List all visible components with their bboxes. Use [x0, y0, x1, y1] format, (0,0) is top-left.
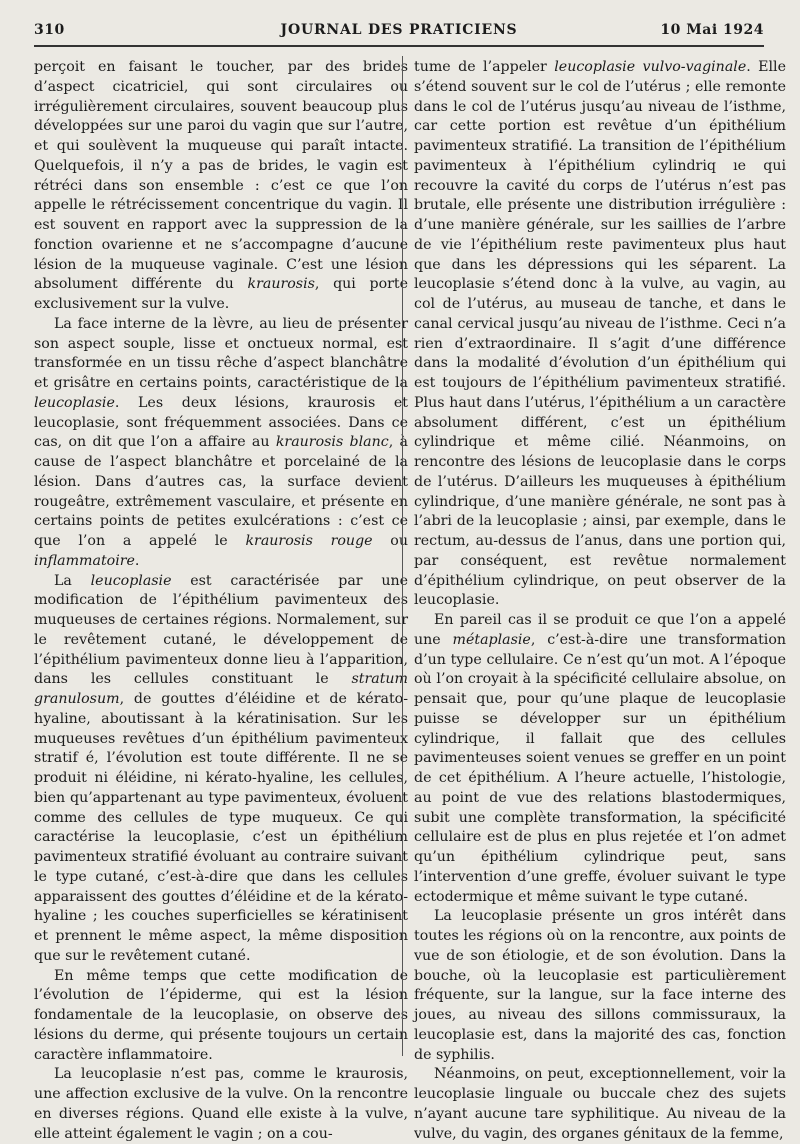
paragraph: Néanmoins, on peut, exceptionnellement, voir la leucoplasie linguale ou buccale chez des sujets n’ayant aucune tare syphilitique. Au niveau de la vulve, du vagin, des organes génitaux de la femme,	[414, 1066, 786, 1142]
column-divider	[402, 56, 403, 1056]
paragraph: perçoit en faisant le toucher, par des brides d’aspect cicatriciel, qui sont circulaires ou irrégulièrement circulaires, souvent beaucoup plus développées sur une paroi du vagin que sur l’autre, et qui soulèvent la muqueuse qui paraît intacte. Quelquefois, il n’y a pas de brides, le vagin est rétréci dans son ensemble : c’est ce que l’on appelle le rétrécissement concentrique du vagin. Il est souvent en rapport avec la suppression de la fonction ovarienne et ne s’accompagne d’aucune lésion de la muqueuse vaginale. C’est une lésion absolument différente du kraurosis, qui porte exclusivement sur la vulve.	[34, 59, 409, 312]
journal-title: JOURNAL DES PRATICIENS	[280, 22, 518, 38]
paragraph: La leucoplasie est caractérisée par une modification de l’épithélium pavimenteux des muqueuses de certaines régions. Normalement, sur le revêtement cutané, le développement de l’épithélium pavimenteux donne lieu à l’apparition, dans les cellules constituant le stratum granulosum, de gouttes d’éléidine et de kérato-hyaline, aboutissant à la kératinisation. Sur les muqueuses revêtues d’un épithélium pavimenteux stratif é, l’évolution est toute différente. Il ne se produit ni éléidine, ni kérato-hyaline, les cellules, bien qu’appartenant au type pavimenteux, évoluent comme des cellules de type muqueux. Ce qui caractérise la leucoplasie, c’est un épithélium pavimenteux stratifié évoluant au contraire suivant le type cutané, c’est-à-dire que dans les cellules apparaissent des gouttes d’éléidine et de la kérato-hyaline ; les couches superficielles se kératinisent et prennent le même aspect, la même disposition que sur le revêtement cutané.	[34, 572, 408, 964]
right-column	[414, 58, 786, 1144]
paragraph: La leucoplasie présente un gros intérêt dans toutes les régions où on la rencontre, aux points de vue de son étiologie, et de son évolution. Dans la bouche, où la leucoplasie est particulièrement fréquente, sur la langue, sur la face interne des joues, au niveau des sillons commissuraux, la leucoplasie est, dans la majorité des cas, fonction de syphilis.	[414, 908, 786, 1063]
paragraph: La face interne de la lèvre, au lieu de présenter son aspect souple, lisse et onctueux normal, est transformée en un tissu rêche d’aspect blanchâtre et grisâtre en certains points, caractéristique de la leucoplasie. Les deux lésions, kraurosis et leucoplasie, sont fréquemment associées. Dans ce cas, on dit que l’on a affaire au kraurosis blanc, à cause de l’aspect blanchâtre et porcelainé de la lésion. Dans d’autres cas, la surface devient rougeâtre, extrêmement vasculaire, et présente en certains points de petites exulcérations : c’est ce que l’on a appelé le kraurosis rouge ou inflammatoire.	[34, 315, 408, 569]
paragraph: En même temps que cette modification de l’évolution de l’épiderme, qui est la lésion fondamentale de la leucoplasie, on observe des lésions du derme, qui présente toujours un certain caractère inflammatoire.	[34, 967, 408, 1063]
paragraph: tume de l’appeler leucoplasie vulvo-vaginale. Elle s’étend souvent sur le col de l’utérus ; elle remonte dans le col de l’utérus jusqu’au niveau de l’isthme, car cette portion est revêtue d’un épithélium pavimenteux stratifié. La transition de l’épithélium pavimenteux à l’épithélium cylindriq ıe qui recouvre la cavité du corps de l’utérus n’est pas brutale, elle présente une distribution irrégulière : d’une manière générale, sur les saillies de l’arbre de vie l’épithélium reste pavimenteux plus haut que dans les dépressions qui les séparent. La leucoplasie s’étend donc à la vulve, au vagin, au col de l’utérus, au museau de tanche, et dans le canal cervical jusqu’au niveau de l’isthme. Ceci n’a rien d’extraordinaire. Il s’agit d’une différence dans la modalité d’évolution d’un épithélium qui est toujours de l’épithélium pavimenteux stratifié. Plus haut dans l’utérus, l’épithélium a un caractère absolument différent, c’est un épithélium cylindrique et même cilié. Néanmoins, on rencontre des lésions de leucoplasie dans le corps de l’utérus. D’ailleurs les muqueuses à épithélium cylindrique, d’une manière générale, ne sont pas à l’abri de la leucoplasie ; ainsi, par exemple, dans le rectum, au-dessus de l’anus, dans une portion qui, par conséquent, est revêtue normalement d’épithélium cylindrique, on peut observer de la leucoplasie.	[414, 59, 786, 609]
page-header	[34, 22, 764, 44]
header-rule	[34, 45, 764, 47]
paragraph: La leucoplasie n’est pas, comme le kraurosis, une affection exclusive de la vulve. On la rencontre en diverses régions. Quand elle existe à la vulve, elle atteint également le vagin ; on a cou-	[34, 1066, 408, 1142]
page-number: 310	[34, 22, 65, 38]
paragraph: En pareil cas il se produit ce que l’on a appelé une métaplasie, c’est-à-dire une transformation d’un type cellulaire. Ce n’est qu’un mot. A l’époque où l’on croyait à la spécificité cellulaire absolue, on pensait que, pour qu’une plaque de leucoplasie puisse se développer sur un épithélium cylindrique, il fallait que des cellules pavimenteuses soient venues se greffer en un point de cet épithélium. A l’heure actuelle, l’histologie, au point de vue des relations blastodermiques, subit une complète transformation, la spécificité cellulaire est de plus en plus rejetée et l’on admet qu’un épithélium cylindrique peut, sans l’intervention d’une greffe, évoluer suivant le type ectodermique et même suivant le type cutané.	[414, 612, 787, 905]
issue-date: 10 Mai 1924	[660, 22, 764, 38]
left-column	[34, 58, 408, 1144]
